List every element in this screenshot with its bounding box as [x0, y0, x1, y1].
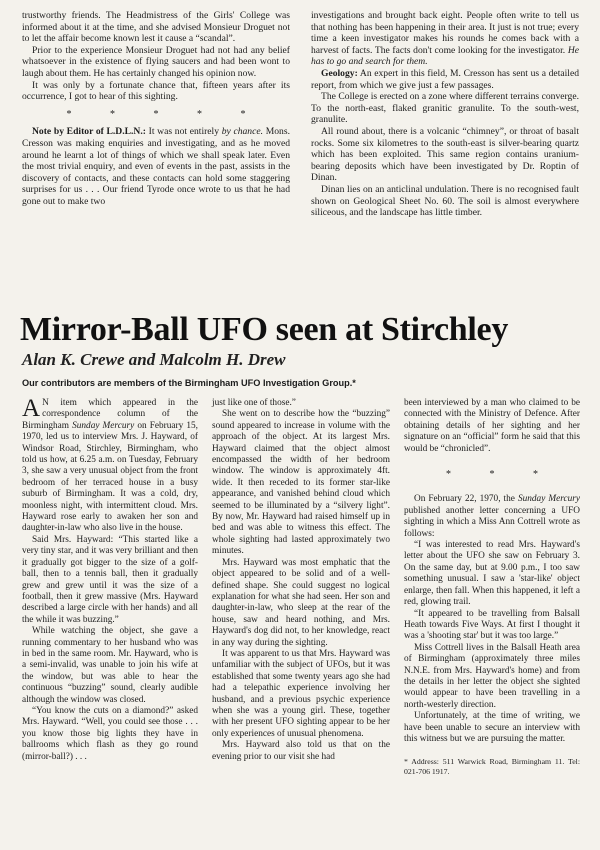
- article-column-1: [22, 395, 198, 763]
- article-intro: Our contributors are members of the Birmingham UFO Investigation Group.*: [22, 378, 356, 388]
- paragraph: just like one of those.”: [212, 398, 296, 408]
- editor-note-text: Mons. Cresson was making enquiries and investigating, and as he moved around he learnt a lot of things of which we shall speak later. Even the most trivial enquiry, and even of events in the past, assists in the discovery of contacts, and these contacts can hold some staggering surprises for us . . . Our friend Tyrode once wrote to us that he had gone out to make two: [22, 126, 290, 207]
- newspaper-name: Sunday Mercury: [517, 494, 581, 505]
- paragraph: She went on to describe how the “buzzing” sound appeared to increase in volume with the approach of the object. At its largest Mrs. Hayward claimed that the object almost encompassed the width of her bedroom window. The window is approximately 4ft. wide. It then receded to its former star-like appearance, and vanished behind cloud which seemed to be illuminated by a “silvery light”. By now, Mr. Hayward had raised himself up in bed and was able to witness this effect. The whole sighting had lasted approximately two minutes.: [212, 409, 390, 557]
- geology-text: An expert in this field, M. Cresson has sent us a detailed report, from which we give just a few passages.: [311, 67, 580, 91]
- paragraph: [311, 10, 579, 68]
- paragraph: Miss Cottrell lives in the Balsall Heath area of Birmingham (approximately three miles N.N.E. from Mrs. Hayward's home) and from the details in her letter the object she sighted would appear to have been travelling in a north-westerly direction.: [404, 642, 580, 710]
- paragraph: “I was interested to read Mrs. Hayward's letter about the UFO she saw on February 3. On the same day, but at 9.00 p.m., I too saw something unusual. I saw a 'star-like' object enlarge, then fall. When this happened, it left a red, glowing trail.: [404, 540, 580, 608]
- paragraph: Unfortunately, at the time of writing, we have been unable to secure an interview with this witness but we are pursuing the matter.: [404, 711, 580, 744]
- section-separator: * * *: [446, 469, 556, 481]
- footnote: [404, 757, 580, 776]
- paragraph-text: On February 22, 1970, the: [414, 494, 515, 505]
- paragraph: been interviewed by a man who claimed to be connected with the Ministry of Defence. After obtaining details of her sighting and her signature on an “official” form he said that this would be “chronicled”.: [404, 398, 580, 454]
- footnote-text: * Address: 511 Warwick Road, Birmingham 11. Tel: 021-706 1917.: [404, 757, 580, 776]
- editor-note-label: Note by Editor of L.D.L.N.:: [32, 126, 146, 138]
- article-column-3: [404, 398, 580, 777]
- section-separator: * * * * *: [66, 108, 264, 120]
- paragraph: “It appeared to be travelling from Balsall Heath towards Five Ways. At first I thought it was a 'shooting star' but it was too large.”: [404, 608, 580, 642]
- paragraph: While watching the object, she gave a running commentary to her husband who was in bed in the same room. Mr. Hayward, who is a semi-invalid, was unable to join his wife at the window, but was able to hear the continuous “buzzing” sound, clearly audible although the window was closed.: [22, 626, 198, 705]
- paragraph: Mrs. Hayward also told us that on the evening prior to our visit she had: [212, 740, 390, 762]
- editor-note-text: It was not entirely: [148, 126, 220, 138]
- paragraph: Said Mrs. Hayward: “This started like a very tiny star, and it was very brilliant and then it gradually got bigger to the size of a golf-ball, then to a tennis ball, then it gradually grew and grew until it was the size of a football, then it grew massive (Mrs. Hayward described a large circle with her hands) and all the while it was buzzing.”: [22, 534, 198, 625]
- paragraph: [404, 494, 580, 540]
- paragraph-text: N item which appeared in the correspondence column of the Birmingham: [22, 398, 198, 431]
- top-right-column: [311, 10, 579, 219]
- paragraph: [22, 395, 198, 535]
- paragraph-emphasis: He has to go and search for them.: [311, 44, 579, 68]
- paragraph: Prior to the experience Monsieur Droguet had not had any belief whatsoever in the existence of flying saucers and had been wont to laugh about them. He has certainly changed his opinion now.: [22, 44, 290, 79]
- paragraph: Mrs. Hayward was most emphatic that the object appeared to be solid and of a well-defined shape. She could suggest no logical explanation for what she had seen. Her son and daughter-in-law, who sleep at the rear of the house, saw and heard nothing, and Mrs. Hayward's dog did not, to her knowledge, react in any way during the sighting.: [212, 557, 390, 648]
- paragraph-text: on February 15, 1970, led us to interview Mrs. J. Hayward, of Windsor Road, Stirchley, Birmingham, who told us how, at 6.25 a.m. on Tuesday, February 3, she saw a very unusual object from the front bedroom of her terraced house in a busy suburb of Birmingham. It was a cold, dry, moonless night, with intermittent cloud. Mrs. Hayward rose early to awaken her son and daughter-in-law who also live in the house.: [22, 420, 198, 534]
- top-left-column: [22, 10, 290, 208]
- paragraph: Dinan lies on an anticlinal undulation. There is no recognised fault shown on Geological Sheet No. 60. The soil is almost everywhere siliceous, and the landscape has little timber.: [311, 183, 579, 219]
- drop-cap: A: [22, 395, 41, 422]
- editor-note: [22, 126, 290, 207]
- editor-note-emphasis: by chance.: [221, 126, 264, 138]
- newspaper-name: Sunday Mercury: [72, 420, 135, 431]
- article-byline: Alan K. Crewe and Malcolm H. Drew: [22, 350, 286, 369]
- paragraph: It was apparent to us that Mrs. Hayward was unfamiliar with the subject of UFOs, but it was established that some twenty years ago she had had a telepathic experience involving her husband, and a previous psychic experience when she was a young girl. These, together with her present UFO sighting appear to be her only experiences of unusual phenomena.: [212, 648, 390, 739]
- geology-label: Geology:: [321, 67, 358, 79]
- paragraph: “You know the cuts on a diamond?” asked Mrs. Hayward. “Well, you could see those . . . you know those big lights they have in ballrooms which flash as they go round (mirror-ball?) . . .: [22, 705, 198, 762]
- paragraph: It was only by a fortunate chance that, fifteen years after its occurrence, I got to hear of this sighting.: [22, 79, 290, 103]
- article-headline: Mirror-Ball UFO seen at Stirchley: [20, 311, 509, 348]
- paragraph-text: investigations and brought back eight. People often write to tell us that nothing has been happening in their area. It just is not true; every time a keen investigator makes his rounds he comes back with a harvest of facts. The facts don't come looking for the investigator.: [311, 10, 579, 56]
- paragraph: trustworthy friends. The Headmistress of the Girls' College was informed about it at the time, and she advised Monsieur Droguet not to let the affair become known lest it cause a “scandal”.: [22, 10, 290, 45]
- geology-section: [311, 68, 579, 91]
- paragraph: The College is erected on a zone where different terrains converge. To the north-east, flaked granitic granulite. To the south-west, granulite.: [311, 91, 579, 126]
- paragraph-text: published another letter concerning a UFO sighting in which a Miss Ann Cottrell wrote as follows:: [404, 505, 580, 539]
- paragraph: All round about, there is a volcanic “chimney”, or throat of basalt rocks. Some six kilometres to the south-east is silver-bearing quartz which has been exploited. This same region contains uranium-bearing deposits which have been investigated by Dr. Roptin of Dinan.: [311, 125, 579, 184]
- article-column-2: [212, 398, 390, 763]
